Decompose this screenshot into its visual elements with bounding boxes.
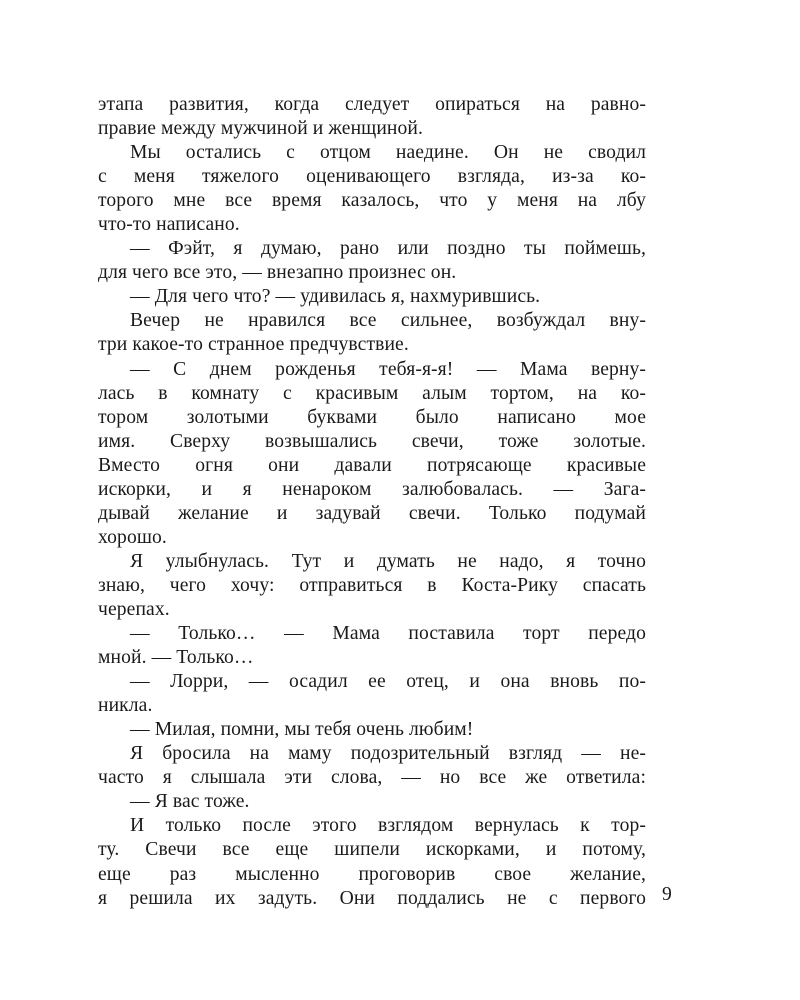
text-line: знаю, чего хочу: отправиться в Коста-Рику спасать (98, 574, 646, 596)
text-line: что-то написано. (98, 214, 240, 236)
page-number: 9 (662, 884, 672, 905)
text-line: лась в комнату с красивым алым тортом, на ко- (98, 382, 646, 404)
text-line: — Фэйт, я думаю, рано или поздно ты поймешь, (130, 238, 646, 260)
text-line: Мы остались с отцом наедине. Он не сводил (130, 142, 646, 164)
text-line: Вечер не нравился все сильнее, возбуждал вну- (130, 310, 646, 332)
text-line: — Лорри, — осадил ее отец, и она вновь по- (130, 671, 646, 693)
text-line: Вместо огня они давали потрясающе красивые (98, 454, 646, 476)
body-text (98, 93, 646, 911)
text-line: — С днем рожденья тебя-я-я! — Мама верну- (130, 358, 646, 380)
text-line: правие между мужчиной и женщиной. (98, 118, 423, 140)
text-line: — Милая, помни, мы тебя очень любим! (130, 719, 474, 741)
text-line: — Только… — Мама поставила торт передо (130, 623, 646, 645)
text-line: для чего все это, — внезапно произнес он. (98, 262, 457, 284)
text-line: хорошо. (98, 526, 167, 548)
text-line: никла. (98, 695, 153, 717)
text-line: мной. — Только… (98, 647, 254, 669)
text-line: еще раз мысленно проговорив свое желание, (98, 863, 646, 885)
text-line: Я бросила на маму подозрительный взгляд — не- (130, 743, 646, 765)
text-line: я решила их задуть. Они поддались не с первого (98, 887, 646, 909)
text-line: часто я слышала эти слова, — но все же ответила: (98, 767, 646, 789)
text-line: этапа развития, когда следует опираться на равно- (98, 94, 646, 115)
text-line: черепах. (98, 598, 170, 620)
text-line: имя. Сверху возвышались свечи, тоже золотые. (98, 430, 646, 452)
text-line: — Для чего что? — удивилась я, нахмурившись. (130, 286, 541, 308)
text-line: с меня тяжелого оценивающего взгляда, из-за ко- (98, 166, 646, 188)
text-line: ту. Свечи все еще шипели искорками, и потому, (98, 839, 646, 861)
text-line: искорки, и я ненароком залюбовалась. — Зага- (98, 478, 646, 500)
text-line: торого мне все время казалось, что у меня на лбу (98, 190, 646, 212)
text-line: — Я вас тоже. (130, 791, 250, 813)
text-line: Я улыбнулась. Тут и думать не надо, я точно (130, 550, 646, 572)
text-line: три какое-то странное предчувствие. (98, 334, 409, 356)
text-line: И только после этого взглядом вернулась к тор- (130, 815, 646, 837)
text-line: дывай желание и задувай свечи. Только подумай (98, 502, 646, 524)
text-line: тором золотыми буквами было написано мое (98, 406, 646, 428)
